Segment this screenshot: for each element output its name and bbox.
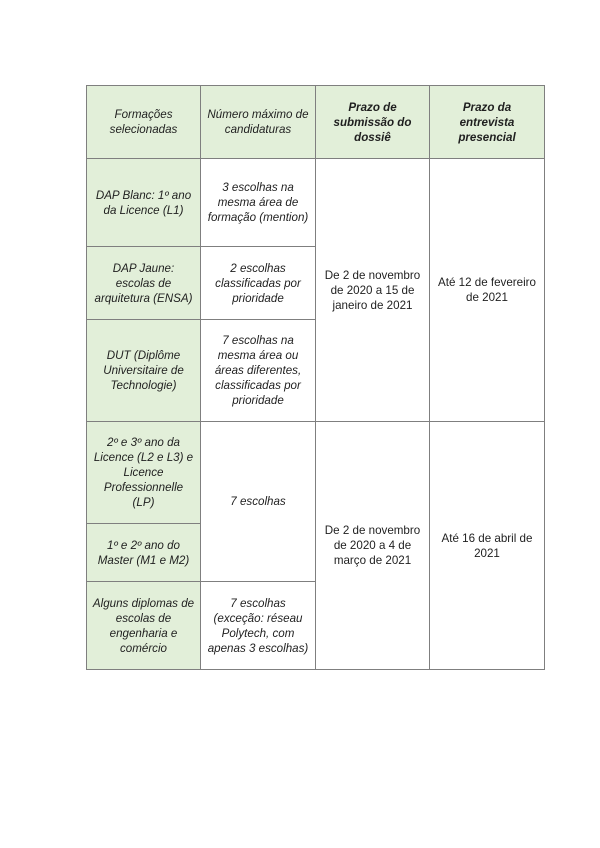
header-max-applications: Número máximo de candidaturas [201,86,316,159]
header-formations: Formações selecionadas [87,86,201,159]
applications-table [86,85,545,670]
submission-deadline-cell: De 2 de novembro de 2020 a 4 de março de 2021 [316,422,430,670]
table-row [87,159,545,247]
interview-deadline-cell: Até 12 de fevereiro de 2021 [430,159,545,422]
max-applications-cell: 7 escolhas na mesma área ou áreas diferentes, classificadas por prioridade [201,320,316,422]
max-applications-cell: 7 escolhas (exceção: réseau Polytech, com apenas 3 escolhas) [201,582,316,670]
formation-cell: 1º e 2º ano do Master (M1 e M2) [87,524,201,582]
header-interview-deadline: Prazo da entrevista presencial [430,86,545,159]
formation-cell: 2º e 3º ano da Licence (L2 e L3) e Licence Professionnelle (LP) [87,422,201,524]
header-submission-deadline: Prazo de submissão do dossiê [316,86,430,159]
formation-cell: DAP Jaune: escolas de arquitetura (ENSA) [87,247,201,320]
max-applications-cell: 7 escolhas [201,422,316,582]
header-row [87,86,545,159]
formation-cell: DAP Blanc: 1º ano da Licence (L1) [87,159,201,247]
max-applications-cell: 3 escolhas na mesma área de formação (mention) [201,159,316,247]
formation-cell: Alguns diplomas de escolas de engenharia e comércio [87,582,201,670]
formation-cell: DUT (Diplôme Universitaire de Technologie) [87,320,201,422]
submission-deadline-cell: De 2 de novembro de 2020 a 15 de janeiro de 2021 [316,159,430,422]
table-row [87,422,545,524]
interview-deadline-cell: Até 16 de abril de 2021 [430,422,545,670]
max-applications-cell: 2 escolhas classificadas por prioridade [201,247,316,320]
